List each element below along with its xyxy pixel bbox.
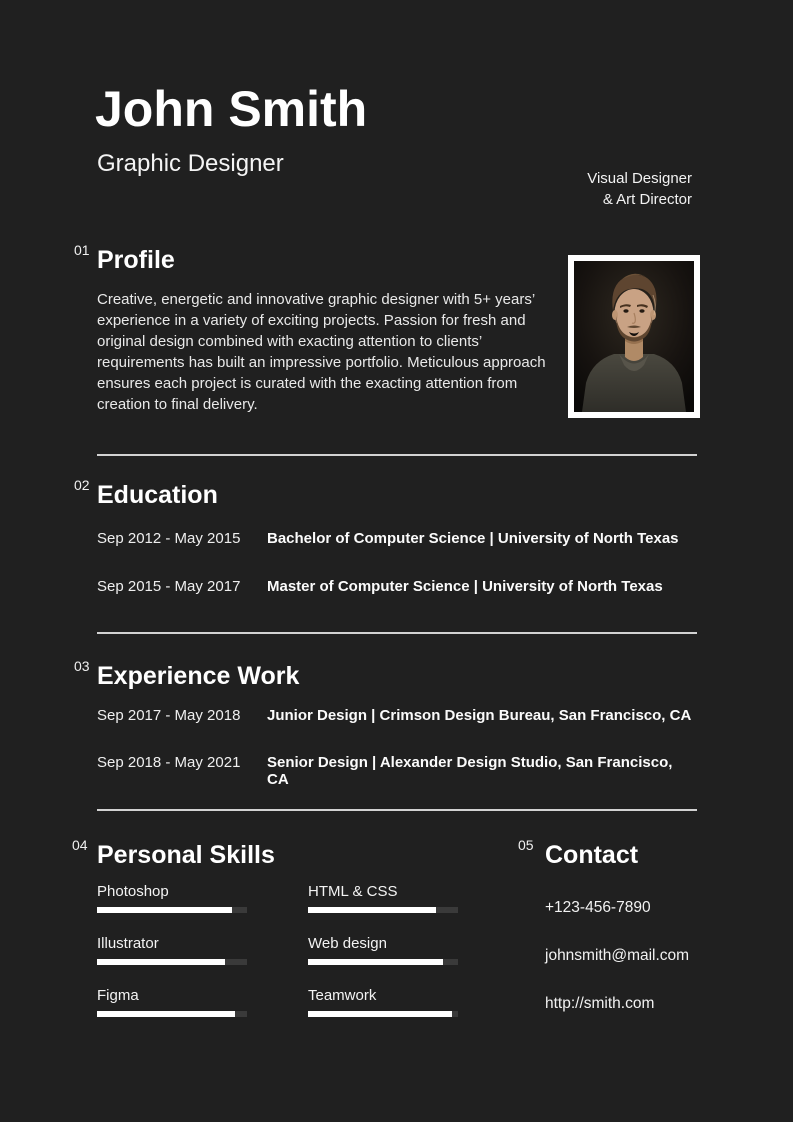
skill-item — [308, 935, 468, 965]
tagline-line-1: Visual Designer — [587, 170, 692, 187]
section-divider — [97, 809, 697, 811]
contact-website: http://smith.com — [545, 995, 655, 1012]
skill-item — [97, 935, 257, 965]
skills-column-left — [97, 883, 257, 1039]
skill-progress-track — [97, 907, 247, 913]
skill-progress-fill — [97, 1011, 235, 1017]
education-section-heading: Education — [97, 481, 218, 509]
profile-section-number: 01 — [74, 242, 90, 258]
skill-label: Web design — [308, 935, 387, 952]
section-divider — [97, 632, 697, 634]
contact-phone: +123-456-7890 — [545, 899, 651, 916]
skill-progress-track — [97, 959, 247, 965]
skills-section-heading: Personal Skills — [97, 841, 275, 869]
skill-progress-fill — [97, 959, 225, 965]
name-heading: John Smith — [95, 81, 368, 137]
education-dates: Sep 2012 - May 2015 — [97, 530, 241, 547]
skill-progress-fill — [308, 907, 436, 913]
skill-progress-fill — [308, 959, 443, 965]
experience-section-heading: Experience Work — [97, 662, 300, 690]
education-degree: Master of Computer Science | University of North Texas — [267, 578, 663, 595]
skill-label: Illustrator — [97, 935, 159, 952]
skill-label: Photoshop — [97, 883, 169, 900]
portrait-photo-image — [574, 261, 694, 412]
skill-progress-track — [308, 1011, 458, 1017]
education-dates: Sep 2015 - May 2017 — [97, 578, 241, 595]
profile-summary-text: Creative, energetic and innovative graphic designer with 5+ years’ experience in a variety of exciting projects. Passion for fresh and original design combined with exacting attention to clients’ requirements has built an impressive portfolio. Meticulous approach ensures each project is curated with the exacting attention from creation to final delivery. — [97, 291, 546, 413]
skill-progress-fill — [308, 1011, 452, 1017]
section-divider — [97, 454, 697, 456]
skill-label: Figma — [97, 987, 139, 1004]
contact-list — [545, 899, 689, 1043]
skill-item — [308, 987, 468, 1017]
experience-dates: Sep 2017 - May 2018 — [97, 707, 241, 724]
education-degree: Bachelor of Computer Science | University of North Texas — [267, 530, 679, 547]
skill-item — [308, 883, 468, 913]
contact-section-heading: Contact — [545, 841, 639, 869]
profile-section-heading: Profile — [97, 246, 175, 274]
contact-email: johnsmith@mail.com — [545, 947, 690, 964]
profile-photo — [568, 255, 700, 418]
skill-item — [97, 987, 257, 1017]
experience-section-number: 03 — [74, 658, 90, 674]
skill-progress-track — [308, 907, 458, 913]
experience-dates: Sep 2018 - May 2021 — [97, 754, 241, 771]
skills-column-right — [308, 883, 468, 1039]
skill-progress-track — [97, 1011, 247, 1017]
tagline — [587, 168, 692, 210]
skills-section-number: 04 — [72, 837, 88, 853]
tagline-line-2: & Art Director — [602, 191, 692, 208]
skill-progress-track — [308, 959, 458, 965]
skill-label: Teamwork — [308, 987, 377, 1004]
skill-label: HTML & CSS — [308, 883, 398, 900]
experience-role: Junior Design | Crimson Design Bureau, San Francisco, CA — [267, 707, 692, 724]
job-title: Graphic Designer — [97, 150, 284, 177]
skill-item — [97, 883, 257, 913]
education-section-number: 02 — [74, 477, 90, 493]
skill-progress-fill — [97, 907, 232, 913]
experience-role: Senior Design | Alexander Design Studio, San Francisco, CA — [267, 754, 673, 788]
contact-section-number: 05 — [518, 837, 534, 853]
